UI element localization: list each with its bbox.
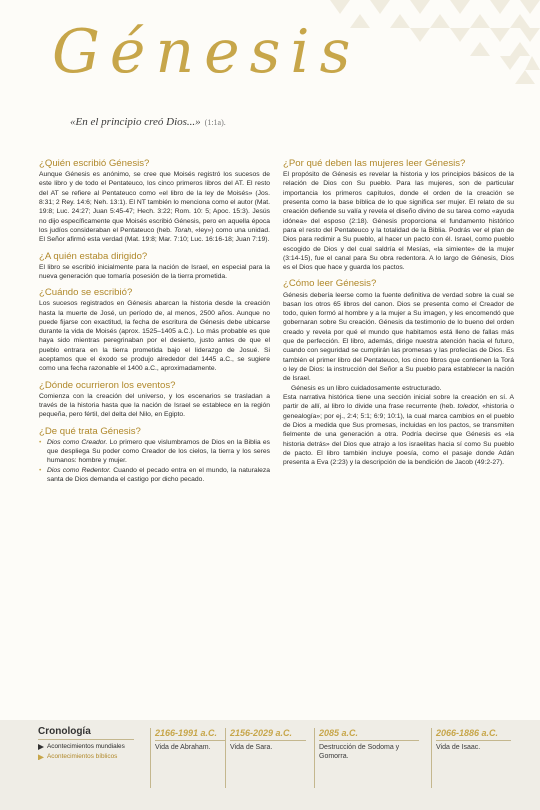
arrow-icon [38,754,44,760]
section-heading: ¿Cuándo se escribió? [39,287,133,299]
section-paragraph: Esta narrativa histórica tiene una sección inicial sobre la creación en sí. A partir de allí, al libro lo divide una frase recurrente (heb. toledot, «historia o genealogía»; por ej., 2:4; 5:1; 6:9; 10:1), la cual marca cambios en el pueblo de Dios a medida que Sus promesas, incluidas en los pactos, se transmiten fielmente de una generación a otra. Podría decirse que Génesis es «la historia detrás» del Dios que atrajo a los israelitas hacia sí como Su pueblo de pacto. El libro también incluye poesía, como el pasaje donde Adán presenta a Eva (2:23) y la descripción de la bendición de Jacob (49:2-27). [283,393,514,467]
timeline-event: Vida de Isaac. [436,744,481,751]
section-heading: ¿Quién escribió Génesis? [39,158,150,169]
legend-item-world: Acontecimientos mundiales [38,743,138,750]
section-paragraph: Génesis debería leerse como la fuente definitiva de verdad sobre la cual se basan los otros 65 libros del canon. Dios se presenta como el Creador de todo, quien formó al hombre y a la mujer a Su imagen, y les encomendó que gobernaran sobre Su creación. Génesis da testimonio de lo bueno del orden creado y revela por qué el mundo que habitamos está lleno de fallas más que de perfección. El libro, además, dirige nuestra atención hacia el futuro, cuando con seguridad se cumplirán las promesas y las profecías de Dios. Es también el primer libro del Pentateuco, los cinco libros que contienen la Torá o ley de Dios: la instrucción del Señor a Su pueblo para establecer la nación de Israel. [283,291,514,383]
timeline-date: 2166-1991 a.C. [155,728,218,738]
timeline-entry [150,728,225,788]
section-paragraph: Comienza con la creación del universo, y los escenarios se trasladan a través de la historia hasta que la nación de Israel se establece en la región pequeña, pero fértil, del delta del Nilo, en Egipto. [39,392,270,419]
epigraph-text: «En el principio creó Dios...» [70,116,201,128]
timeline-date: 2156-2029 a.C. [230,728,293,738]
chronology-legend [38,726,138,761]
book-title: Génesis [52,17,361,87]
section-to-whom [39,251,270,282]
timeline-entry [431,728,511,788]
divider [230,740,306,741]
timeline-event: Vida de Abraham. [155,744,211,751]
right-column [283,158,514,473]
epigraph [70,116,226,128]
timeline-entry [225,728,306,788]
section-where [39,380,270,420]
epigraph-reference: (1:1a). [204,118,226,127]
section-why-women [283,158,514,272]
section-how-to-read [283,278,514,467]
timeline-date: 2066-1886 a.C. [436,728,499,738]
section-about [39,426,270,485]
section-heading: ¿A quién estaba dirigido? [39,250,148,262]
section-heading: ¿Dónde ocurrieron los eventos? [39,379,176,391]
section-paragraph: Los sucesos registrados en Génesis abarcan la historia desde la creación hasta la muerte de José, un período de, al menos, 2500 años. Aunque no puede fijarse con exactitud, la fecha de escritura de Génesis debe ubicarse durante la vida de Moisés (aprox. 1525–1405 a.C.). Lo más probable es que haya sido mientras peregrinaban por el desierto, justo antes de que el pueblo entrara en la tierra prometida bajo el liderazgo de Josué. Si aceptamos que el éxodo se produjo alrededor del 1445 a.C., se sugiere como una fecha razonable el 1400 a.C., aproximadamente. [39,300,270,373]
timeline-event: Vida de Sara. [230,744,273,751]
arrow-icon [38,744,44,750]
chronology-title: Cronología [38,726,91,737]
section-paragraph: El libro se escribió inicialmente para la nación de Israel, en especial para la nueva generación que tomaría posesión de la tierra prometida. [39,263,270,280]
section-heading: ¿Cómo leer Génesis? [283,278,377,290]
divider [155,740,225,741]
bullet-icon: • [39,466,42,474]
section-paragraph: Génesis es un libro cuidadosamente estructurado. [291,384,442,392]
left-column [39,158,270,490]
legend-item-biblical: Acontecimientos bíblicos [38,753,138,760]
divider [319,740,419,741]
section-who-wrote [39,158,270,245]
section-heading: ¿De qué trata Génesis? [39,425,141,437]
bullet-item: • Dios como Creador. Lo primero que vislumbramos de Dios en la Biblia es que despliega Su poder como Creador de los cielos, la tierra y los seres humanos: hombre y mujer. [39,438,270,465]
bullet-icon: • [39,438,42,446]
section-paragraph: Aunque Génesis es anónimo, se cree que Moisés registró los sucesos de este libro y de todo el Pentateuco, los cinco primeros libros del AT. El resto del AT se refiere al Pentateuco como «el libro de la ley de Moisés» (Jos. 8:31; 2 Rey. 14:6; Neh. 13:1). El NT también lo menciona como el autor (Mat. 19:8; Luc. 24:27; Juan 5:45-47; Hech. 3:22; Rom. 10: 5; Apoc. 15:3). Jesús no dijo específicamente que Moisés escribió Génesis, pero en aquella época los judíos consideraban el Pentateuco (heb. Torah, «ley») como una unidad. El Señor afirmó esta verdad (Mat. 19:8; Mar. 7:10; Luc. 16:16-18; Juan 7:19). [39,171,270,244]
timeline-entry [314,728,419,788]
bullet-item: • Dios como Redentor. Cuando el pecado entra en el mundo, la naturaleza santa de Dios demanda el castigo por dicho pecado. [39,466,270,483]
timeline-date: 2085 a.C. [319,728,359,738]
divider [38,739,134,740]
section-paragraph: El propósito de Génesis es revelar la historia y los principios básicos de la relación de Dios con Su pueblo. Para las mujeres, son de particular importancia los primeros capítulos, donde el orden de la creación se presenta como la base bíblica de lo que significa ser mujer. El relato de su creación defiende su valía y revela el diseño divino de su tarea como «ayuda idónea» del esposo (2:18). Génesis proporciona el fundamento histórico para el resto del Pentateuco y la totalidad de la Biblia. Podrás ver el plan de Dios para redimir a Su pueblo, al hacer un pacto con él. Israel, como pueblo escogido de Dios y del cual saldría el Mesías, «la simiente» de la mujer (3:14-15), fue el canal para Su obra redentora. A lo largo de Génesis, Dios es el Dios que hace y guarda los pactos. [283,171,514,272]
section-when [39,287,270,374]
divider [436,740,511,741]
timeline-event: Destrucción de Sodoma y Gomorra. [319,744,400,761]
section-heading: ¿Por qué deben las mujeres leer Génesis? [283,158,466,169]
